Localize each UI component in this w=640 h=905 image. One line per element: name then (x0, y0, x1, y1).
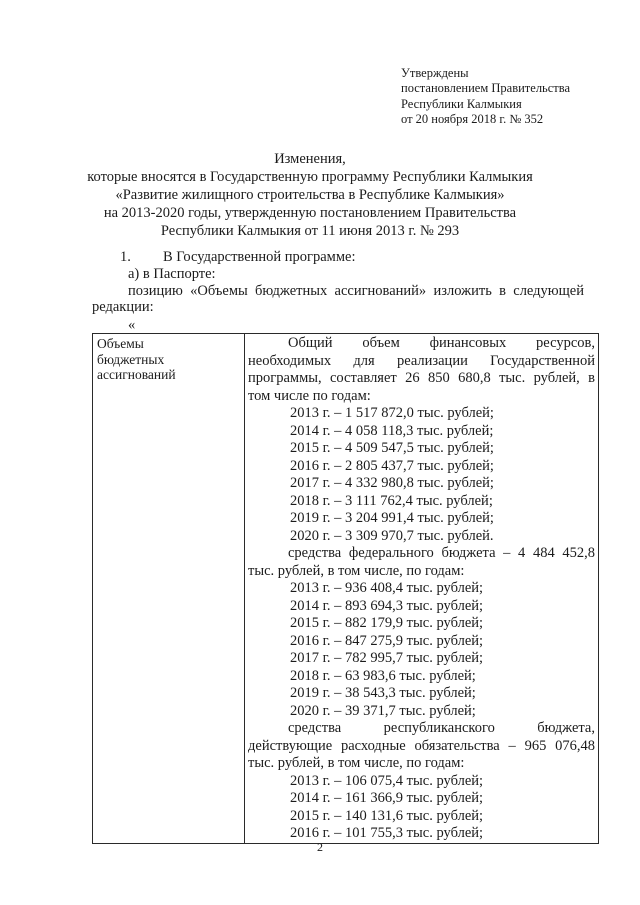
approval-line: Республики Калмыкия (401, 96, 522, 111)
content-line: действующие расходные обязательства – 965 076,48 (248, 737, 595, 754)
approval-line: постановлением Правительства (401, 81, 571, 96)
instruction-line: позицию «Объемы бюджетных ассигнований» изложить в следующей (128, 282, 584, 299)
year-line: 2014 г. – 4 058 118,3 тыс. рублей; (290, 422, 494, 439)
content-line: тыс. рублей, в том числе, по годам: (248, 562, 465, 579)
year-line: 2014 г. – 161 366,9 тыс. рублей; (290, 790, 484, 806)
year-line: 2020 г. – 3 309 970,7 тыс. рублей. (290, 527, 494, 544)
table-row (93, 334, 599, 844)
label-cell (93, 334, 245, 844)
year-line: 2015 г. – 140 131,6 тыс. рублей; (290, 807, 484, 824)
passport-table (92, 333, 599, 844)
section-heading (92, 249, 584, 266)
year-line: 2018 г. – 3 111 762,4 тыс. рублей; (290, 492, 493, 509)
content-line: тыс. рублей, в том числе, по годам: (248, 755, 465, 771)
content-line: средства республиканского бюджета, (288, 720, 595, 736)
page-number: 2 (317, 840, 323, 854)
title-line: «Развитие жилищного строительства в Республике Калмыкия» (115, 187, 505, 203)
approval-block (401, 66, 570, 127)
document-title (60, 150, 560, 240)
year-line: 2014 г. – 893 694,3 тыс. рублей; (290, 597, 484, 614)
label-line: бюджетных (97, 351, 165, 367)
section-number: 1. (120, 249, 131, 265)
subsection-label: а) в Паспорте: (128, 265, 216, 282)
approval-line: от 20 ноября 2018 г. № 352 (401, 111, 544, 126)
year-line: 2015 г. – 4 509 547,5 тыс. рублей; (290, 440, 494, 456)
section-body (92, 249, 584, 334)
content-cell (245, 334, 599, 844)
content-line: программы, составляет 26 850 680,8 тыс. рублей, в (248, 370, 595, 386)
label-line: Объемы (97, 336, 144, 351)
content-line: средства федерального бюджета – 4 484 452,8 (288, 545, 595, 561)
year-line: 2019 г. – 3 204 991,4 тыс. рублей; (290, 510, 494, 526)
title-line: которые вносятся в Государственную программу Республики Калмыкия (87, 169, 533, 185)
year-line: 2016 г. – 101 755,3 тыс. рублей; (290, 825, 484, 841)
open-quote: « (128, 317, 136, 334)
title-line: Республики Калмыкия от 11 июня 2013 г. № 293 (160, 223, 460, 239)
year-line: 2016 г. – 2 805 437,7 тыс. рублей; (290, 457, 494, 474)
year-line: 2019 г. – 38 543,3 тыс. рублей; (290, 685, 476, 701)
instruction-line: редакции: (92, 299, 154, 316)
year-line: 2017 г. – 782 995,7 тыс. рублей; (290, 650, 484, 666)
section-heading-text: В Государственной программе: (163, 249, 356, 265)
approval-line: Утверждены (401, 66, 469, 80)
label-line: ассигнований (97, 367, 176, 382)
year-line: 2013 г. – 936 408,4 тыс. рублей; (290, 580, 484, 596)
title-line: Изменения, (274, 151, 346, 167)
year-line: 2016 г. – 847 275,9 тыс. рублей; (290, 632, 484, 649)
year-line: 2013 г. – 106 075,4 тыс. рублей; (290, 772, 484, 789)
year-line: 2018 г. – 63 983,6 тыс. рублей; (290, 667, 476, 684)
content-line: необходимых для реализации Государственной (248, 352, 595, 369)
title-line: на 2013-2020 годы, утвержденную постановлением Правительства (103, 205, 517, 221)
year-line: 2017 г. – 4 332 980,8 тыс. рублей; (290, 475, 494, 491)
year-line: 2015 г. – 882 179,9 тыс. рублей; (290, 615, 484, 631)
year-line: 2020 г. – 39 371,7 тыс. рублей; (290, 702, 476, 719)
year-line: 2013 г. – 1 517 872,0 тыс. рублей; (290, 405, 494, 421)
content-line: Общий объем финансовых ресурсов, (288, 335, 595, 351)
content-line: том числе по годам: (248, 387, 371, 404)
